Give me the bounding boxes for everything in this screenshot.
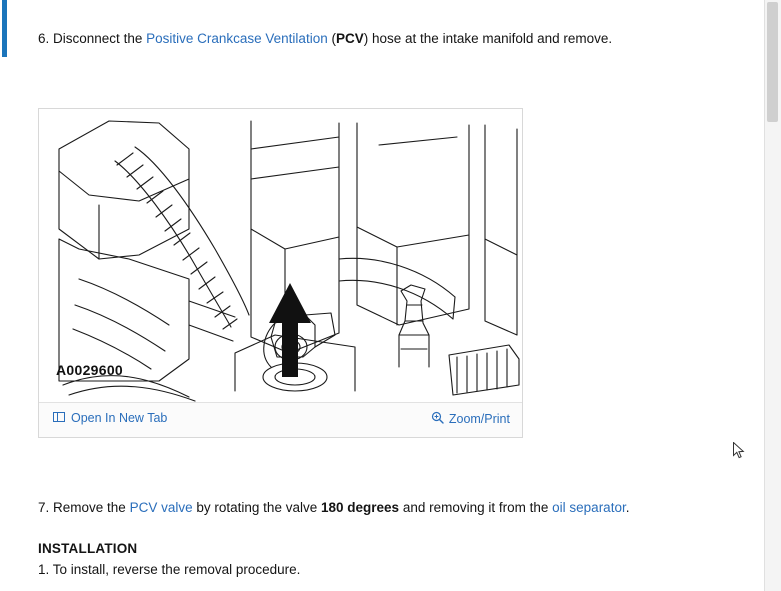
installation-step-1: 1. To install, reverse the removal procedure. bbox=[38, 562, 301, 577]
figure-image bbox=[39, 109, 522, 403]
scrollbar-thumb[interactable] bbox=[767, 2, 778, 122]
link-oil-separator[interactable]: oil separator bbox=[552, 500, 626, 515]
figure-image-id: A0029600 bbox=[56, 362, 124, 378]
step-7-mid-text-2: and removing it from the bbox=[402, 500, 549, 515]
step-6-paragraph bbox=[38, 30, 612, 48]
zoom-print-label: Zoom/Print bbox=[448, 412, 510, 426]
magnifier-icon bbox=[431, 411, 444, 427]
step-6-abbrev-pcv: PCV bbox=[335, 31, 364, 46]
open-in-new-tab-button[interactable] bbox=[53, 411, 167, 426]
zoom-print-button[interactable] bbox=[431, 411, 510, 427]
step-6-paren-close: ) bbox=[363, 31, 369, 46]
mouse-pointer bbox=[733, 442, 745, 460]
step-7-bold-value: 180 degrees bbox=[320, 500, 400, 515]
step-7-mid-text: by rotating the valve bbox=[196, 500, 318, 515]
step-7-paragraph bbox=[38, 499, 629, 517]
open-in-new-tab-label: Open In New Tab bbox=[71, 411, 168, 425]
vertical-scrollbar[interactable] bbox=[764, 0, 781, 591]
left-rail bbox=[0, 0, 10, 591]
step-7-period: . bbox=[625, 500, 630, 515]
link-positive-crankcase-ventilation[interactable]: Positive Crankcase Ventilation bbox=[146, 31, 328, 46]
left-rail-accent bbox=[2, 0, 7, 57]
step-6-text-before: Disconnect the bbox=[53, 31, 143, 46]
step-7-number: 7. bbox=[38, 500, 50, 515]
step-6-paren-open: ( bbox=[331, 31, 336, 46]
step-6-text-after: hose at the intake manifold and remove. bbox=[372, 31, 613, 46]
step-7-text-before: Remove the bbox=[53, 500, 126, 515]
figure-action-bar bbox=[39, 402, 522, 437]
external-window-icon bbox=[53, 411, 66, 426]
link-pcv-valve[interactable]: PCV valve bbox=[129, 500, 193, 515]
figure-container bbox=[38, 108, 523, 438]
step-6-number: 6. bbox=[38, 31, 50, 46]
installation-heading: INSTALLATION bbox=[38, 541, 138, 556]
